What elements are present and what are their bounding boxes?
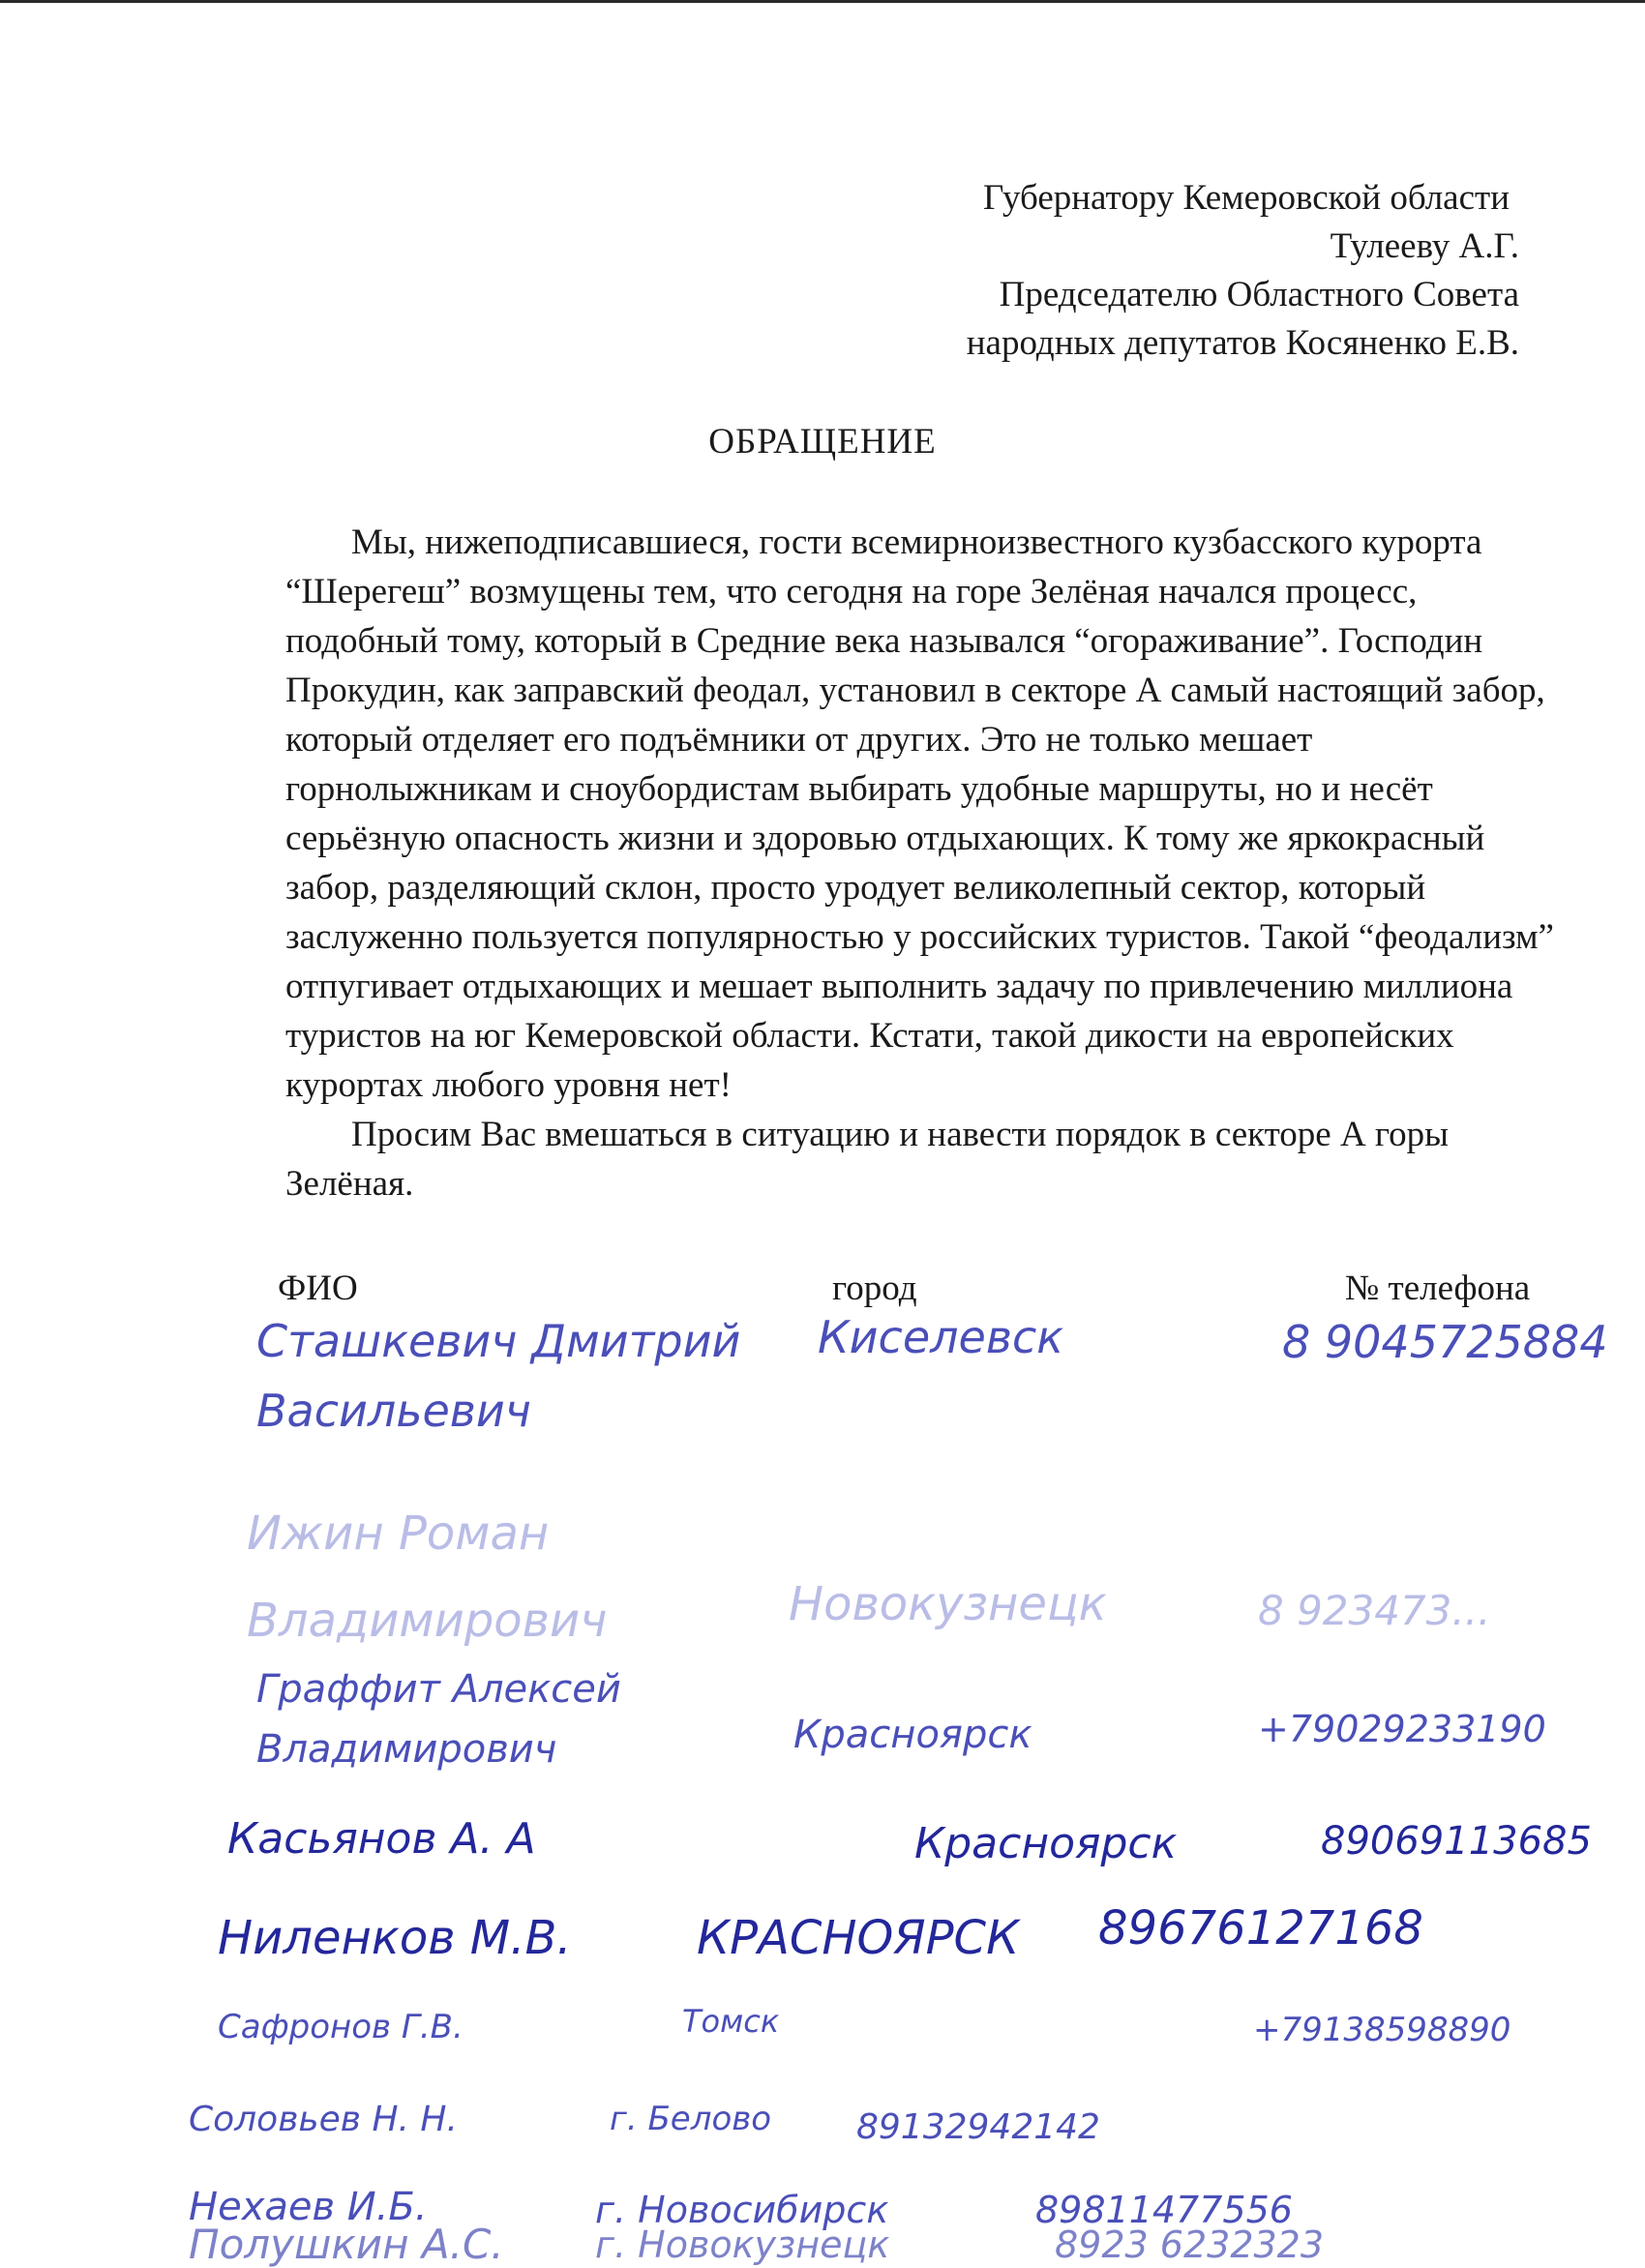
signature-city: КРАСНОЯРСК — [697, 1911, 1020, 1965]
body-paragraph: Просим Вас вмешаться в ситуацию и навести порядок в секторе А горы Зелёная. — [285, 1115, 1450, 1204]
signature-name: Соловьев Н. Н. — [189, 2100, 458, 2139]
signature-phone: 89132942142 — [856, 2107, 1100, 2147]
signature-phone: 8923 6232323 — [1055, 2223, 1325, 2266]
signature-phone: +79029233190 — [1258, 1708, 1546, 1750]
signature-phone: 8 9045725884 — [1282, 1316, 1608, 1368]
signature-name: Граффит Алексей Владимирович — [256, 1667, 621, 1772]
signature-city: г. Белово — [610, 2100, 772, 2138]
document-title: ОБРАЩЕНИЕ — [708, 422, 937, 462]
signature-name: Ижин Роман Владимирович — [247, 1507, 608, 1648]
signature-name: Касьянов А. А — [227, 1814, 536, 1864]
addressee-line: Тулееву А.Г. — [1330, 226, 1519, 266]
signature-phone: +79138598890 — [1253, 2011, 1511, 2049]
signature-city: Новокузнецк — [789, 1577, 1107, 1631]
addressee-line: Губернатору Кемеровской области — [983, 178, 1510, 218]
signature-phone: 89676127168 — [1098, 1901, 1423, 1955]
signature-header-phone: № телефона — [1345, 1268, 1531, 1308]
addressee-line: Председателю Областного Совета — [999, 275, 1519, 314]
signature-city: Красноярск — [793, 1713, 1032, 1757]
signature-header-name: ФИО — [278, 1268, 358, 1308]
addressee-line: народных депутатов Косяненко Е.В. — [966, 323, 1519, 363]
signature-phone: 89811477556 — [1035, 2189, 1293, 2231]
signature-name: Сташкевич Дмитрий Васильевич — [256, 1315, 741, 1437]
signature-city: Красноярск — [914, 1819, 1178, 1868]
signature-header-city: город — [832, 1268, 917, 1308]
signature-city: г. Новокузнецк — [595, 2223, 890, 2266]
signature-name: Сафронов Г.В. — [218, 2008, 464, 2046]
signature-name: Полушкин А.С. — [189, 2221, 504, 2268]
signature-name: Ниленков М.В. — [218, 1911, 572, 1965]
signature-city: Томск — [682, 2003, 780, 2040]
signature-name: Нехаев И.Б. — [189, 2185, 428, 2229]
signature-city: Киселевск — [818, 1311, 1064, 1363]
signature-phone: 8 923473... — [1258, 1587, 1491, 1634]
signature-phone: 89069113685 — [1321, 1819, 1592, 1864]
body-paragraph: Мы, нижеподписавшиеся, гости всемирноизвестного кузбасского курорта “Шерегеш” возмущены тем, что сегодня на горе Зелёная начался процесс, подобный тому, который в Средние века назывался “огораживание”. Господин Прокудин, как заправский феодал, установил в секторе А самый настоящий забор, который отделяет его подъёмники от других. Это не только мешает горнолыжникам и сноубордистам выбирать удобные маршруты, но и несёт серьёзную опасность жизни и здоровью отдыхающих. К тому же яркокрасный забор, разделяющий склон, просто уродует великолепный сектор, который заслуженно пользуется популярностью у российских туристов. Такой “феодализм” отпугивает отдыхающих и мешает выполнить задачу по привлечению миллиона туристов на юг Кемеровской области. Кстати, такой дикости на европейских курортах любого уровня нет! — [285, 522, 1554, 1105]
signature-city: г. Новосибирск — [595, 2189, 889, 2231]
